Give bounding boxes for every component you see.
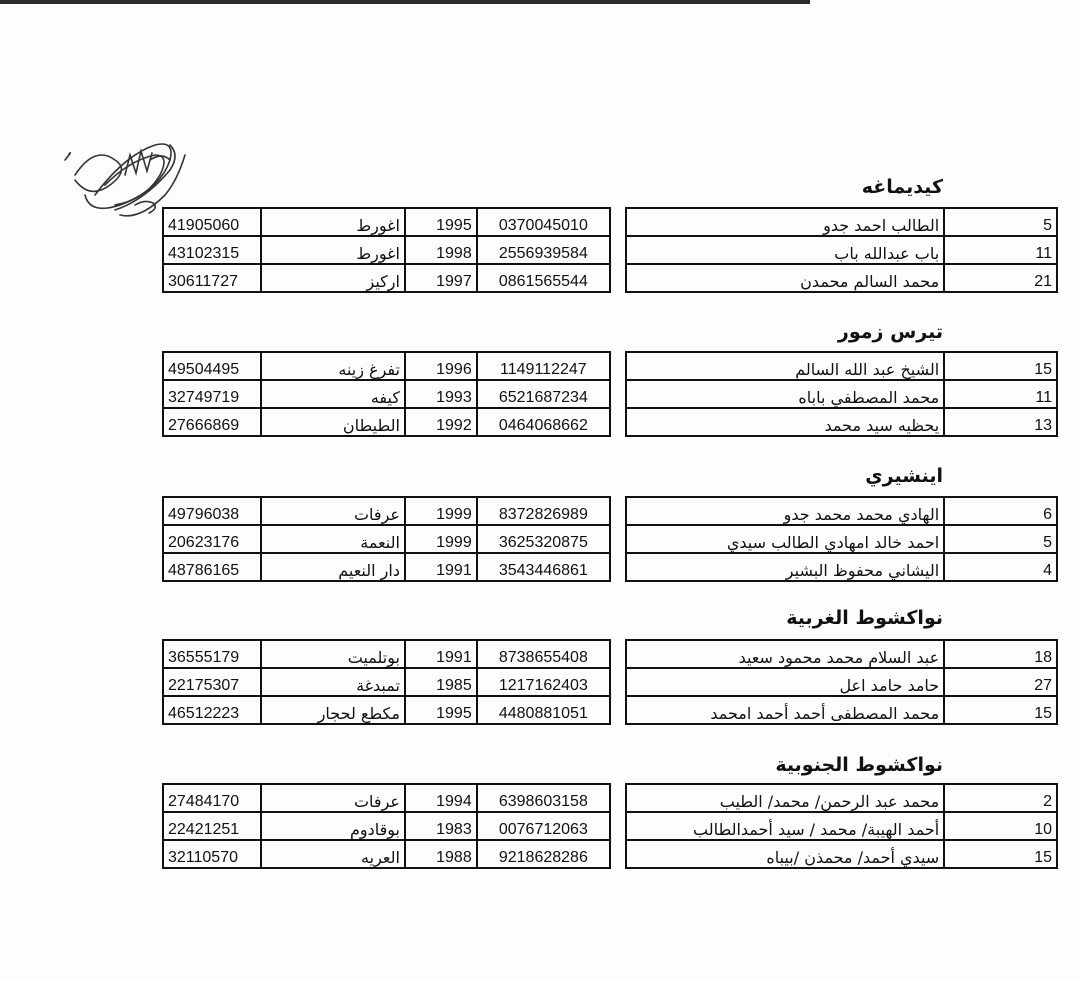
nni-cell: 0464068662 — [477, 408, 610, 436]
phone-cell: 49796038 — [163, 497, 261, 525]
spacer-cell — [610, 640, 626, 668]
spacer-cell — [610, 553, 626, 581]
spacer-cell — [610, 208, 626, 236]
section-title-nouakchott-south: نواكشوط الجنوبية — [775, 754, 943, 776]
phone-cell: 20623176 — [163, 525, 261, 553]
year-cell: 1994 — [405, 784, 477, 812]
section-title-nouakchott-west: نواكشوط الغربية — [786, 607, 943, 629]
place-cell: اغورط — [261, 208, 405, 236]
place-cell: مكطع لحجار — [261, 696, 405, 724]
table-row — [163, 668, 1057, 696]
phone-cell: 27484170 — [163, 784, 261, 812]
section-table-nouakchott-west — [162, 639, 1058, 725]
rank-cell: 13 — [944, 408, 1057, 436]
place-cell: اركيز — [261, 264, 405, 292]
nni-cell: 0861565544 — [477, 264, 610, 292]
nni-cell: 3625320875 — [477, 525, 610, 553]
name-cell: سيدي أحمد/ محمذن /بيباه — [626, 840, 944, 868]
phone-cell: 22175307 — [163, 668, 261, 696]
rank-cell: 18 — [944, 640, 1057, 668]
section-title-guidimaka: كيديماغه — [861, 176, 943, 198]
phone-cell: 32749719 — [163, 380, 261, 408]
nni-cell: 6521687234 — [477, 380, 610, 408]
name-cell: أحمد الهيبة/ محمد / سيد أحمدالطالب — [626, 812, 944, 840]
place-cell: النعمة — [261, 525, 405, 553]
phone-cell: 32110570 — [163, 840, 261, 868]
rank-cell: 15 — [944, 696, 1057, 724]
phone-cell: 46512223 — [163, 696, 261, 724]
year-cell: 1992 — [405, 408, 477, 436]
phone-cell: 49504495 — [163, 352, 261, 380]
table-row — [163, 236, 1057, 264]
year-cell: 1993 — [405, 380, 477, 408]
spacer-cell — [610, 236, 626, 264]
name-cell: محمد المصطفي باباه — [626, 380, 944, 408]
phone-cell: 43102315 — [163, 236, 261, 264]
place-cell: عرفات — [261, 497, 405, 525]
table-row — [163, 408, 1057, 436]
section-table-inchiri — [162, 496, 1058, 582]
nni-cell: 2556939584 — [477, 236, 610, 264]
rank-cell: 15 — [944, 352, 1057, 380]
year-cell: 1983 — [405, 812, 477, 840]
name-cell: محمد عبد الرحمن/ محمد/ الطيب — [626, 784, 944, 812]
name-cell: محمد السالم محمدن — [626, 264, 944, 292]
year-cell: 1991 — [405, 553, 477, 581]
year-cell: 1996 — [405, 352, 477, 380]
rank-cell: 27 — [944, 668, 1057, 696]
name-cell: الهادي محمد محمد جدو — [626, 497, 944, 525]
year-cell: 1995 — [405, 696, 477, 724]
table-row — [163, 696, 1057, 724]
year-cell: 1991 — [405, 640, 477, 668]
name-cell: محمد المصطفى أحمد أحمد امحمد — [626, 696, 944, 724]
year-cell: 1999 — [405, 497, 477, 525]
rank-cell: 11 — [944, 380, 1057, 408]
table-row — [163, 840, 1057, 868]
name-cell: احمد خالد امهادي الطالب سيدي — [626, 525, 944, 553]
rank-cell: 21 — [944, 264, 1057, 292]
section-table-guidimaka — [162, 207, 1058, 293]
spacer-cell — [610, 525, 626, 553]
place-cell: دار النعيم — [261, 553, 405, 581]
table-row — [163, 264, 1057, 292]
nni-cell: 8372826989 — [477, 497, 610, 525]
nni-cell: 9218628286 — [477, 840, 610, 868]
year-cell: 1988 — [405, 840, 477, 868]
spacer-cell — [610, 668, 626, 696]
name-cell: باب عبدالله باب — [626, 236, 944, 264]
section-table-tiris-zemmour — [162, 351, 1058, 437]
nni-cell: 8738655408 — [477, 640, 610, 668]
nni-cell: 1149112247 — [477, 352, 610, 380]
name-cell: حامد حامد اعل — [626, 668, 944, 696]
rank-cell: 6 — [944, 497, 1057, 525]
year-cell: 1997 — [405, 264, 477, 292]
nni-cell: 1217162403 — [477, 668, 610, 696]
table-row — [163, 640, 1057, 668]
place-cell: اغورط — [261, 236, 405, 264]
place-cell: بوقادوم — [261, 812, 405, 840]
phone-cell: 36555179 — [163, 640, 261, 668]
table-row — [163, 553, 1057, 581]
table-row — [163, 497, 1057, 525]
rank-cell: 4 — [944, 553, 1057, 581]
place-cell: كيفه — [261, 380, 405, 408]
table-row — [163, 380, 1057, 408]
name-cell: الطالب احمد جدو — [626, 208, 944, 236]
phone-cell: 41905060 — [163, 208, 261, 236]
spacer-cell — [610, 696, 626, 724]
spacer-cell — [610, 840, 626, 868]
spacer-cell — [610, 497, 626, 525]
spacer-cell — [610, 380, 626, 408]
table-row — [163, 812, 1057, 840]
name-cell: الشيخ عبد الله السالم — [626, 352, 944, 380]
section-title-inchiri: اينشيري — [865, 465, 943, 487]
phone-cell: 48786165 — [163, 553, 261, 581]
rank-cell: 2 — [944, 784, 1057, 812]
nni-cell: 6398603158 — [477, 784, 610, 812]
table-row — [163, 525, 1057, 553]
table-row — [163, 208, 1057, 236]
rank-cell: 11 — [944, 236, 1057, 264]
place-cell: تفرغ زينه — [261, 352, 405, 380]
place-cell: العريه — [261, 840, 405, 868]
phone-cell: 30611727 — [163, 264, 261, 292]
section-table-nouakchott-south — [162, 783, 1058, 869]
nni-cell: 3543446861 — [477, 553, 610, 581]
year-cell: 1998 — [405, 236, 477, 264]
rank-cell: 5 — [944, 208, 1057, 236]
place-cell: الطيطان — [261, 408, 405, 436]
spacer-cell — [610, 264, 626, 292]
year-cell: 1999 — [405, 525, 477, 553]
spacer-cell — [610, 408, 626, 436]
rank-cell: 10 — [944, 812, 1057, 840]
year-cell: 1985 — [405, 668, 477, 696]
spacer-cell — [610, 784, 626, 812]
place-cell: بوتلميت — [261, 640, 405, 668]
year-cell: 1995 — [405, 208, 477, 236]
table-row — [163, 352, 1057, 380]
rank-cell: 15 — [944, 840, 1057, 868]
spacer-cell — [610, 352, 626, 380]
place-cell: تمبدغة — [261, 668, 405, 696]
nni-cell: 4480881051 — [477, 696, 610, 724]
spacer-cell — [610, 812, 626, 840]
nni-cell: 0370045010 — [477, 208, 610, 236]
place-cell: عرفات — [261, 784, 405, 812]
name-cell: يحظيه سيد محمد — [626, 408, 944, 436]
nni-cell: 0076712063 — [477, 812, 610, 840]
rank-cell: 5 — [944, 525, 1057, 553]
scan-top-edge — [0, 0, 810, 4]
table-row — [163, 784, 1057, 812]
name-cell: اليشاني محفوظ البشير — [626, 553, 944, 581]
section-title-tiris-zemmour: تيرس زمور — [837, 321, 943, 343]
name-cell: عبد السلام محمد محمود سعيد — [626, 640, 944, 668]
phone-cell: 22421251 — [163, 812, 261, 840]
phone-cell: 27666869 — [163, 408, 261, 436]
